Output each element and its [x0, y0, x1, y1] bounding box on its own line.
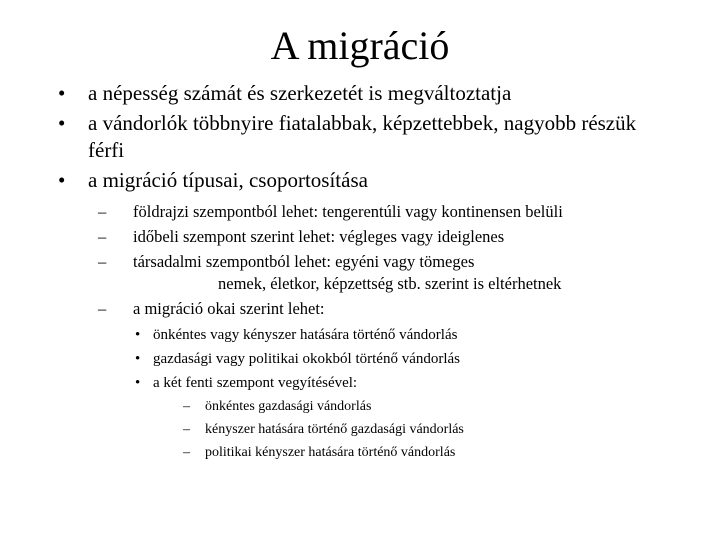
- bullet-marker: •: [135, 351, 141, 367]
- bullet-list: [58, 80, 658, 466]
- sub-item: [98, 251, 658, 295]
- bullet-item: [58, 80, 658, 107]
- combined-item: [183, 443, 658, 462]
- bullet-marker: •: [135, 327, 141, 343]
- dash-marker: –: [183, 422, 190, 437]
- cause-item: [135, 349, 658, 369]
- bullet-text: a népesség számát és szerkezetét is megváltoztatja: [88, 81, 512, 105]
- bullet-text: a migráció típusai, csoportosítása: [88, 168, 368, 192]
- combined-text: önkéntes gazdasági vándorlás: [205, 399, 372, 414]
- dash-marker: –: [98, 227, 107, 246]
- cause-text: a két fenti szempont vegyítésével:: [153, 375, 358, 391]
- sub-text: a migráció okai szerint lehet:: [133, 299, 325, 318]
- cause-item: [135, 325, 658, 345]
- sub-item: [98, 298, 658, 462]
- sub-text: időbeli szempont szerint lehet: végleges vagy ideiglenes: [133, 227, 505, 246]
- sub-item: [98, 226, 658, 248]
- sub-text: földrajzi szempontból lehet: tengerentúli vagy kontinensen belüli: [133, 202, 563, 221]
- combined-item: [183, 397, 658, 416]
- dash-marker: –: [183, 445, 190, 460]
- dash-marker: –: [98, 202, 107, 221]
- slide-title: A migráció: [270, 23, 450, 68]
- sub-item: [98, 201, 658, 223]
- sub-text: társadalmi szempontból lehet: egyéni vagy tömeges: [133, 252, 475, 271]
- cause-text: önkéntes vagy kényszer hatására történő vándorlás: [153, 327, 458, 343]
- bullet-text: a vándorlók többnyire fiatalabbak, képzettebbek, nagyobb részük férfi: [88, 111, 637, 162]
- bullet-marker: •: [58, 111, 66, 135]
- sub-continuation: nemek, életkor, képzettség stb. szerint is eltérhetnek: [218, 274, 562, 293]
- dash-marker: –: [183, 399, 190, 414]
- bullet-marker: •: [58, 168, 66, 192]
- bullet-item: [58, 110, 658, 164]
- dash-marker: –: [98, 299, 107, 318]
- cause-text: gazdasági vagy politikai okokból történő vándorlás: [153, 351, 461, 367]
- cause-item: [135, 373, 658, 462]
- bullet-item: [58, 167, 658, 462]
- bullet-marker: •: [58, 81, 66, 105]
- dash-marker: –: [98, 252, 107, 271]
- sub-list: [98, 201, 658, 462]
- combined-text: politikai kényszer hatására történő vándorlás: [205, 445, 456, 460]
- bullet-marker: •: [135, 375, 141, 391]
- combined-item: [183, 420, 658, 439]
- combined-list: [183, 397, 658, 462]
- causes-list: [135, 325, 658, 462]
- combined-text: kényszer hatására történő gazdasági vándorlás: [205, 422, 464, 437]
